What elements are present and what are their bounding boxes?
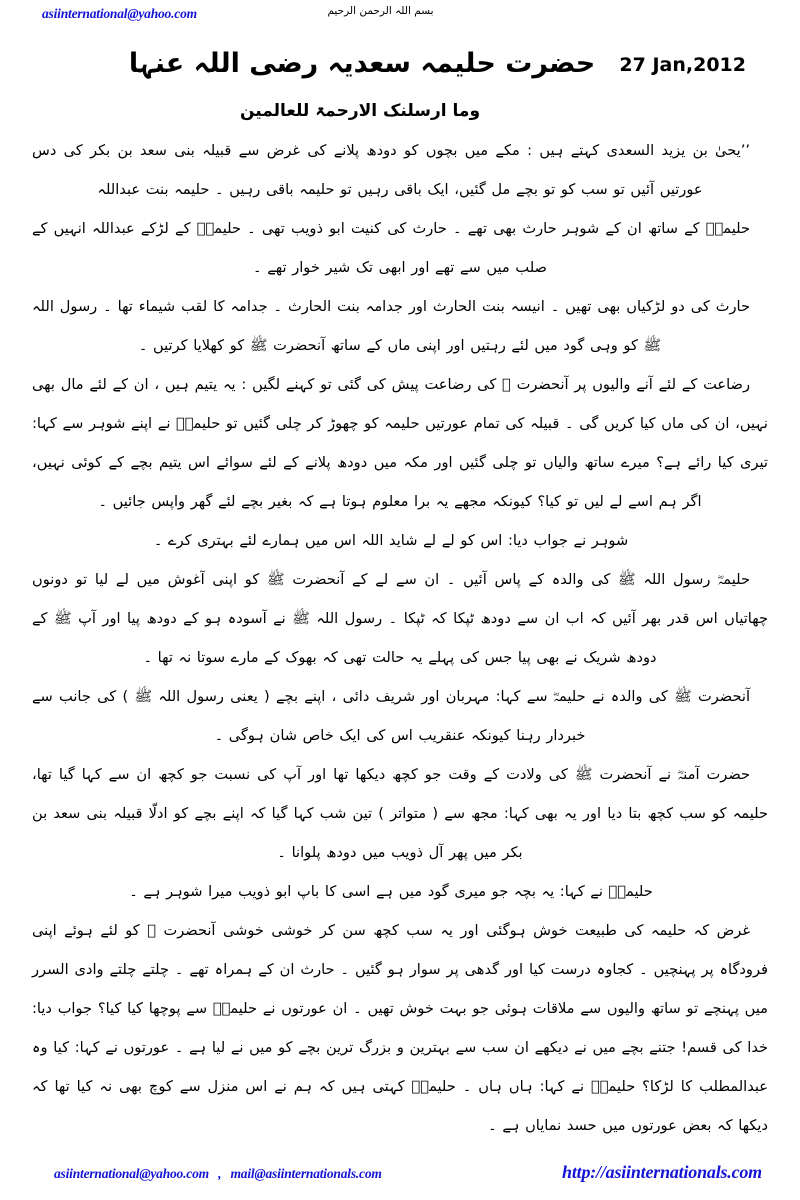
paragraph: حلیمہؓ کے ساتھ ان کے شوہر حارث بھی تھے ۔ حارث کی کنیت ابو ذویب تھی ۔ حلیمہؓ کے لڑکے عبداللہ انہیں کے صلب میں سے تھے اور ابھی تک شیر خوار تھے ۔ (32, 220, 750, 276)
footer-separator: , (218, 1166, 222, 1181)
body-text (26, 131, 774, 1162)
page-footer (26, 1162, 774, 1192)
paragraph: حلیمہؓ رسول اللہ ﷺ کی والدہ کے پاس آئیں ۔ ان سے لے کے آنحضرت ﷺ کو اپنی آغوش میں لے لیا تو دونوں چھاتیاں اس قدر بھر آئیں کہ اب ان سے دودھ ٹپکا کہ ٹپکا ۔ رسول اللہ ﷺ نے آسودہ ہو کے دودھ پیا اور آپ ﷺ کے دودھ شریک نے بھی پیا جس کی پہلے یہ حالت تھی کہ بھوک کے مارے سوتا نہ تھا ۔ (32, 571, 768, 666)
paragraph: آنحضرت ﷺ کی والدہ نے حلیمہؓ سے کہا: مہربان اور شریف دائی ، اپنے بچے ( یعنی رسول اللہ ﷺ ) کی جانب سے خبردار رہنا کیونکہ عنقریب اس کی ایک خاص شان ہوگی ۔ (32, 688, 750, 744)
page-header (26, 6, 774, 26)
paragraph: ‏’’یحیٰ بن یزید السعدی کہتے ہیں : مکے میں بچوں کو دودھ پلانے کی غرض سے قبیلہ بنی سعد بن بکر کی دس عورتیں آئیں تو سب کو تو بچے مل گئیں، ایک باقی رہیں تو حلیمہ باقی رہیں ۔ حلیمہ بنت عبداللہ (32, 142, 750, 198)
footer-email-group (54, 1166, 382, 1182)
footer-email-primary[interactable]: asiinternational@yahoo.com (54, 1166, 209, 1181)
paragraph: حضرت آمنہؓ نے آنحضرت ﷺ کی ولادت کے وقت جو کچھ دیکھا تھا اور آپ کی نسبت جو کچھ ان سے کہا گیا تھا، حلیمہ کو سب کچھ بتا دیا اور یہ بھی کہا: مجھ سے ( متواتر ) تین شب کہا گیا کہ اپنے بچے کو ادلّا قبیلہ بنی سعد بن بکر میں پھر آل ذویب میں دودھ پلوانا ۔ (32, 766, 768, 861)
title-band (26, 36, 774, 92)
paragraph: رضاعت کے لئے آنے والیوں پر آنحضرت ﷺ کی رضاعت پیش کی گئی تو کہنے لگیں : یہ یتیم ہیں ، ان کے لئے مال بھی نہیں، ان کی ماں کیا کریں گی ۔ قبیلہ کی تمام عورتیں حلیمہ کو چھوڑ کر چلی گئیں تو حلیمہؓ نے اپنے شوہر سے کہا: تیری کیا رائے ہے؟ میرے ساتھ والیاں تو چلی گئیں اور مکہ میں دودھ پلانے کے لئے سوائے اس یتیم بچے کے کوئی نہیں، اگر ہم اسے لے لیں تو کیا؟ کیونکہ مجھے یہ برا معلوم ہوتا ہے کہ بغیر بچے لئے گھر واپس جائیں ۔ (32, 376, 768, 510)
bismillah-line: بسم اللہ الرحمن الرحیم (327, 5, 434, 17)
paragraph: حارث کی دو لڑکیاں بھی تھیں ۔ انیسہ بنت الحارث اور جدامہ بنت الحارث ۔ جدامہ کا لقب شیماء تھا ۔ رسول اللہ ﷺ کو وہی گود میں لئے رہتیں اور اپنی ماں کے ساتھ آنحضرت ﷺ کو کھلایا کرتیں ۔ (32, 298, 750, 354)
paragraph: حلیمہؓ نے کہا: یہ بچہ جو میری گود میں ہے اسی کا باپ ابو ذویب میرا شوہر ہے ۔ (129, 883, 653, 900)
page-title: حضرت حلیمہ سعدیہ رضی اللہ عنہا (128, 48, 596, 80)
paragraph: غرض کہ حلیمہ کی طبیعت خوش ہوگئی اور یہ سب کچھ سن کر خوشی خوشی آنحضرت ﷺ کو لئے ہوئے اپنی فرودگاہ پر پہنچیں ۔ کجاوہ درست کیا اور گدھی پر سوار ہو گئیں ۔ حارث ان کے ہمراہ تھے ۔ چلتے چلتے وادی السرر میں پہنچے تو ساتھ والیوں سے ملاقات ہوئی جو بہت خوش تھیں ۔ ان عورتوں نے حلیمہؓ سے پوچھا کیا کیا؟ جواب دیا: خدا کی قسم! جتنے بچے میں نے دیکھے ان سب سے بہترین و بزرگ ترین بچے کو میں نے لیا ہے ۔ عورتوں نے کہا: کیا وہ عبدالمطلب کا لڑکا؟ حلیمہؓ نے کہا: ہاں ہاں ۔ حلیمہؓ کہتی ہیں کہ ہم نے اس منزل سے کوچ بھی نہ کیا تھا کہ دیکھا کہ بعض عورتوں میں حسد نمایاں ہے ۔ (32, 922, 768, 1134)
footer-email-secondary[interactable]: mail@asiinternationals.com (230, 1166, 382, 1181)
paragraph: شوہر نے جواب دیا: اس کو لے لے شاید اللہ اس میں ہمارے لئے بہتری کرے ۔ (153, 532, 629, 549)
document-date: 27 Jan,2012 (619, 54, 746, 76)
footer-website-link[interactable]: http://asiinternationals.com (562, 1162, 762, 1182)
header-email-link[interactable]: asiinternational@yahoo.com (42, 6, 197, 21)
quran-verse-subtitle: وما ارسلنک الارحمۃ للعالمین (239, 101, 481, 121)
